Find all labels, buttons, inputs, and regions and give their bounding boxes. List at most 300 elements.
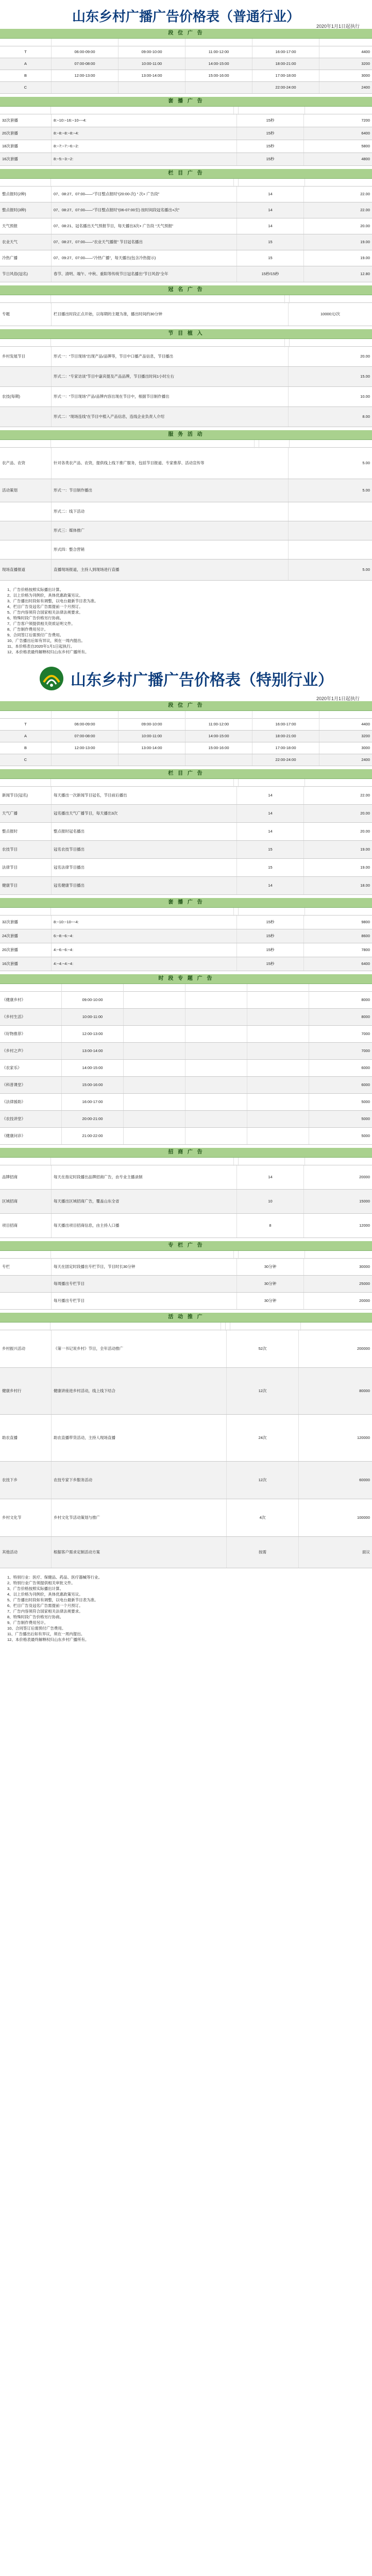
s5-cell: 乡村发展节目	[0, 347, 52, 366]
s3-header-cell: 栏目	[0, 179, 51, 187]
s6-cell	[289, 540, 372, 559]
t4-cell	[185, 1009, 247, 1025]
t4-cell	[247, 1077, 309, 1093]
s2-cell: 18次套播	[0, 140, 52, 152]
t4-cell	[124, 1128, 185, 1144]
s3-cell: 天气预报	[0, 218, 52, 234]
s2-section-title: 套 播 广 告	[0, 97, 372, 107]
s5-cell: 形式一：“节目现场”出现产品/品牌等，节目中口播产品信息，节目播出	[52, 347, 289, 366]
t7-cell: 100000	[357, 1515, 370, 1520]
doc2-note-item: 11、广告播出后如有异议，须在一周内提出。	[7, 1632, 85, 1636]
s1-header-cell: 时段	[52, 39, 119, 47]
t2-section-title: 栏 目 广 告	[0, 769, 372, 779]
t7-row	[0, 1330, 372, 1368]
doc2-header	[0, 656, 372, 695]
t3-cell: 6:~8:~6:~4:	[52, 929, 237, 943]
s4-header-cell: 播出形式	[51, 295, 285, 303]
s4-header-row	[0, 295, 372, 303]
s5-row	[0, 387, 372, 407]
s2-cell: 16次套播	[0, 153, 52, 165]
doc1-title: 山东乡村广播广告价格表（普通行业）	[72, 9, 300, 24]
t5-header-row	[0, 1158, 372, 1165]
doc1-note-item: 5、广告内容须符合国家相关法律法规要求。	[7, 610, 83, 615]
t6-row	[0, 1293, 372, 1310]
doc1-note-item: 10、广告播出后如有异议，须在一周内提出。	[7, 638, 85, 643]
s6-cell: 农产品、农资	[0, 448, 52, 479]
s6-row	[0, 479, 372, 502]
t2-cell: 冠名法律节目播出	[52, 859, 237, 876]
t4-row	[0, 1111, 372, 1128]
t4-cell: 7000	[361, 1031, 370, 1036]
s3-cell: 15秒/15秒	[237, 266, 304, 282]
s3-cell: 20.00	[360, 224, 370, 228]
t2-row	[0, 841, 372, 859]
t4-cell	[185, 1060, 247, 1076]
s6-row	[0, 502, 372, 521]
doc1-note-item: 3、广告播出时段如有调整，以电台最新节目表为准。	[7, 599, 98, 603]
t4-cell: 7000	[361, 1048, 370, 1053]
t5-cell: 8	[237, 1214, 304, 1238]
s5-header-row	[0, 339, 372, 347]
t5-cell: 品牌招商	[0, 1165, 52, 1189]
t7-header-cell: 项目	[0, 1323, 50, 1331]
t1-header-cell: 段位	[0, 711, 52, 719]
t6-cell: 30分钟	[237, 1259, 304, 1275]
t6-cell: 25000	[359, 1281, 370, 1286]
t4-header-cell: 广告形式	[185, 984, 247, 992]
s1-cell: 3200	[361, 61, 370, 66]
s1-row	[0, 58, 372, 70]
t2-header-cell: 价格(万元)	[329, 781, 348, 785]
t2-row	[0, 859, 372, 877]
s2-cell: 8:~7:~7:~6:~2:	[52, 140, 237, 152]
t7-cell: 乡村振兴活动	[0, 1330, 52, 1367]
t7-cell: 助农直播带货活动，主持人现场直播	[52, 1415, 227, 1461]
doc2-date: 2020年1月1日起执行	[316, 696, 360, 701]
t4-cell	[124, 1077, 185, 1093]
t2-cell: 19.00	[360, 865, 370, 870]
t7-row	[0, 1415, 372, 1462]
t7-header-cell	[221, 1323, 226, 1331]
s3-cell: 整点报时(3种)	[0, 202, 52, 218]
t1-cell: 13:00-14:00	[119, 742, 185, 754]
t7-header-cell: 价格(元/期)	[327, 1324, 346, 1329]
t3-cell: 8:~10:~10~~4:	[52, 916, 237, 929]
s6-row	[0, 540, 372, 560]
s2-cell: 15秒	[237, 140, 304, 152]
s6-cell: 直播现场报道，主持人到现场进行直播	[52, 560, 289, 580]
t4-cell	[124, 1026, 185, 1042]
t7-header-row	[0, 1323, 372, 1330]
s3-row	[0, 218, 372, 234]
s1-header-cell	[252, 39, 319, 47]
t6-row	[0, 1259, 372, 1276]
s2-header-cell: 播出时间段	[51, 107, 234, 115]
t7-section-title: 活 动 推 广	[0, 1313, 372, 1323]
t1-cell: 2400	[361, 757, 370, 762]
t4-header-cell: 价格(元/期)	[331, 986, 350, 990]
t1-cell: 18:00-21:00	[252, 731, 319, 742]
s1-cell: 12:00-13:00	[52, 70, 119, 81]
doc2-title: 山东乡村广播广告价格表（特别行业）	[71, 672, 333, 689]
t4-cell: 《好物推荐》	[0, 1026, 62, 1042]
t2-cell: 每天播出一次新闻节目冠名，节目前后播出	[52, 787, 237, 804]
t4-cell: 6000	[361, 1082, 370, 1087]
s5-cell	[0, 367, 52, 386]
doc2-note-item: 6、栏目广告及冠名广告需提前一个月预订。	[7, 1603, 83, 1608]
s6-cell	[0, 540, 52, 559]
s2-row	[0, 140, 372, 153]
t2-row	[0, 877, 372, 895]
t2-cell: 14	[237, 877, 304, 894]
t7-cell: 其他活动	[0, 1537, 52, 1568]
t6-cell: 30分钟	[237, 1293, 304, 1309]
t1-cell: 4400	[361, 722, 370, 726]
t4-cell	[185, 1128, 247, 1144]
s2-cell: 5800	[361, 144, 370, 148]
s3-cell: 14	[237, 202, 304, 218]
s1-header-row	[0, 39, 372, 46]
s3-cell: 12.80	[360, 272, 370, 276]
s3-cell: 07、08:21、冠名播出天气预报节目，每天播出3次+ 广告段 “天气预报”	[52, 218, 237, 234]
t4-cell: 《健康问诊》	[0, 1128, 62, 1144]
t4-cell: 5000	[361, 1099, 370, 1104]
s2-row	[0, 114, 372, 127]
t7-cell: 80000	[359, 1388, 370, 1393]
s5-cell: 15.00	[360, 374, 370, 379]
doc2-notes	[0, 1571, 372, 1643]
t7-cell: 120000	[357, 1435, 370, 1440]
s2-row	[0, 153, 372, 166]
doc2-note-item: 1、特别行业：医疗、保健品、药品、医疗器械等行业。	[7, 1575, 103, 1580]
t2-header-cell: 播出时间及频次	[51, 779, 234, 787]
t4-cell: 5000	[361, 1133, 370, 1138]
s2-header-cell	[234, 107, 239, 115]
t5-cell: 14	[237, 1165, 304, 1189]
doc1-note-item: 2、以上价格为刊例价，具体优惠政策另议。	[7, 593, 83, 598]
t4-row	[0, 1128, 372, 1145]
t6-header-cell: 播出时长	[239, 1251, 305, 1259]
s6-header-cell	[255, 440, 259, 448]
t1-row	[0, 754, 372, 766]
t2-header-row	[0, 779, 372, 787]
t6-cell: 20000	[359, 1298, 370, 1303]
s3-cell: 19.00	[360, 240, 370, 244]
t2-header-cell: 栏目	[0, 779, 51, 787]
s4-header-cell: 栏目	[0, 295, 51, 303]
s3-row	[0, 187, 372, 202]
t4-cell	[124, 1060, 185, 1076]
t7-cell: 乡村文化节活动策划与推广	[52, 1499, 227, 1536]
s1-cell: A	[0, 58, 52, 70]
t1-header-cell	[185, 711, 252, 719]
t2-cell: 冠名播出天气广播节目，每天播出3次	[52, 805, 237, 822]
t7-cell: 60000	[359, 1478, 370, 1482]
s1-row	[0, 70, 372, 82]
s4-section-title: 冠 名 广 告	[0, 285, 372, 295]
s2-cell: 8:~10:~16:~10~~4:	[52, 114, 237, 127]
t5-cell: 区域招商	[0, 1190, 52, 1213]
t4-cell: 10:00-11:00	[62, 1009, 124, 1025]
s3-header-cell	[234, 179, 239, 187]
t7-cell: 《第一书记说乡村》节目，全年活动推广	[52, 1330, 227, 1367]
t3-row	[0, 929, 372, 943]
s1-cell: 17:00-18:00	[252, 70, 319, 81]
s1-cell: 09:00-10:00	[119, 46, 185, 58]
t4-row	[0, 1026, 372, 1043]
s3-cell: 农业天气	[0, 234, 52, 250]
t5-section-title: 招 商 广 告	[0, 1148, 372, 1158]
s2-cell: 20次套播	[0, 127, 52, 140]
t7-header-cell: 期次	[230, 1323, 301, 1331]
s3-cell: 14	[237, 218, 304, 234]
t4-cell	[247, 1026, 309, 1042]
t3-cell: 15秒	[237, 943, 304, 957]
s1-cell: 13:00-14:00	[119, 70, 185, 81]
s6-row	[0, 560, 372, 581]
s5-cell: 20.00	[360, 354, 370, 359]
t2-cell: 19.00	[360, 847, 370, 852]
s1-header-cell	[185, 39, 252, 47]
s2-header-row	[0, 107, 372, 114]
t1-cell: 16:00-17:00	[252, 719, 319, 730]
t6-cell: 30000	[359, 1264, 370, 1269]
doc2-note-item: 12、本价格表最终解释权归山东乡村广播所有。	[7, 1637, 89, 1642]
radio-logo-icon	[39, 666, 64, 691]
s2-header-cell: 套播类型	[0, 107, 51, 115]
t1-cell: 10:00-11:00	[119, 731, 185, 742]
t3-cell: 16次套播	[0, 957, 52, 971]
s1-header-cell: 段位	[0, 39, 52, 47]
t5-row	[0, 1165, 372, 1190]
t6-header-cell	[234, 1251, 239, 1259]
s6-section-title: 服 务 活 动	[0, 430, 372, 440]
t5-row	[0, 1190, 372, 1214]
t4-cell	[124, 1094, 185, 1110]
t4-cell: 5000	[361, 1116, 370, 1121]
s1-cell: 16:00-17:00	[252, 46, 319, 58]
t4-row	[0, 1094, 372, 1111]
t7-cell: 农技专家下乡服务活动	[52, 1462, 227, 1499]
t2-cell: 天气广播	[0, 805, 52, 822]
s6-header-cell	[259, 440, 290, 448]
t5-cell: 每天在指定时段播出品牌招商广告，由专业主播录制	[52, 1165, 237, 1189]
doc1-note-item: 11、本价格表自2020年1月1日起执行。	[7, 644, 75, 649]
s6-cell: 针对各类农产品、农资，提供线上线下推广服务，包括节目报道、专家推荐、活动宣传等	[52, 448, 289, 479]
s1-cell: 11:00-12:00	[185, 46, 252, 58]
t4-cell: 《乡村之声》	[0, 1043, 62, 1059]
t5-cell: 项目招商	[0, 1214, 52, 1238]
t2-cell: 冠名健康节目播出	[52, 877, 237, 894]
s4-header-cell: 价格(元/天)	[321, 297, 341, 301]
s1-row	[0, 82, 372, 94]
t4-header-cell: 节目名称	[0, 984, 62, 992]
t1-cell	[52, 754, 119, 766]
s1-cell: T	[0, 46, 52, 58]
s5-cell: 农技(每期)	[0, 387, 52, 406]
t1-cell: 07:00-08:00	[52, 731, 119, 742]
t7-cell: 农技下乡	[0, 1462, 52, 1499]
s5-cell	[0, 407, 52, 427]
doc1-note-item: 6、特殊时段广告价格另行协商。	[7, 616, 64, 620]
t2-cell: 整点报时	[0, 823, 52, 840]
t5-header-cell	[234, 1158, 239, 1166]
t4-cell	[124, 992, 185, 1008]
t7-row	[0, 1462, 372, 1499]
t4-row	[0, 1077, 372, 1094]
t3-cell: 32次套播	[0, 916, 52, 929]
t2-cell: 22.00	[360, 793, 370, 798]
t2-cell: 整点报时冠名播出	[52, 823, 237, 840]
doc1-tables	[0, 29, 372, 584]
s4-cell: 栏目播出时段正点开始，以每期的主题为准，播出时间约30分钟	[52, 303, 289, 326]
t2-cell: 15	[237, 859, 304, 876]
s4-row	[0, 303, 372, 326]
t2-cell: 健康节目	[0, 877, 52, 894]
t4-cell: 《法律援助》	[0, 1094, 62, 1110]
t3-header-cell: 播出时长	[239, 908, 305, 916]
t4-cell	[247, 1060, 309, 1076]
s1-cell: 3000	[361, 73, 370, 78]
s3-cell: 整点报时(2种)	[0, 187, 52, 202]
t4-cell: 14:00-15:00	[62, 1060, 124, 1076]
t1-cell: 12:00-13:00	[52, 742, 119, 754]
t4-cell	[124, 1043, 185, 1059]
t1-header-cell	[252, 711, 319, 719]
s3-row	[0, 250, 372, 266]
doc1-note-item: 9、合同签订后需预付广告费用。	[7, 633, 64, 637]
s1-cell: C	[0, 82, 52, 93]
t7-row	[0, 1368, 372, 1415]
t4-cell	[247, 1111, 309, 1127]
t4-cell	[247, 1094, 309, 1110]
t3-row	[0, 957, 372, 971]
s6-row	[0, 448, 372, 479]
t7-cell: 助农直播	[0, 1415, 52, 1461]
t3-header-cell: 套播类型	[0, 908, 51, 916]
t3-row	[0, 916, 372, 929]
s6-cell	[289, 521, 372, 540]
t3-section-title: 套 播 广 告	[0, 898, 372, 908]
s5-section-title: 节 目 植 入	[0, 329, 372, 339]
t5-cell: 每天播出区域招商广告，覆盖山东全省	[52, 1190, 237, 1213]
t6-cell: 每天在固定时段播出专栏节目，节目时长30分钟	[52, 1259, 237, 1275]
t5-header-cell: 价格(元/月)	[329, 1159, 348, 1164]
s3-cell: 07、08:27、07:00——“节目整点报时”(20:00-次) “ 次+ 广告段”	[52, 187, 237, 202]
s3-cell: 22.00	[360, 208, 370, 212]
s3-cell: 14	[237, 187, 304, 202]
t4-cell: 《健康乡村》	[0, 992, 62, 1008]
t7-cell: 24次	[227, 1415, 299, 1461]
s6-row	[0, 521, 372, 540]
t7-header-cell	[226, 1323, 230, 1331]
t6-cell: 每周播出专栏节目	[52, 1276, 237, 1292]
t4-row	[0, 992, 372, 1009]
doc1-note-item: 7、广告客户须提供相关资质证明文件。	[7, 621, 75, 626]
t1-cell: A	[0, 731, 52, 742]
s1-cell: 18:00-21:00	[252, 58, 319, 70]
t1-cell: 3000	[361, 745, 370, 750]
t2-row	[0, 787, 372, 805]
s2-cell: 15秒	[237, 153, 304, 165]
t2-row	[0, 823, 372, 841]
t2-cell: 20.00	[360, 811, 370, 816]
t4-row	[0, 1043, 372, 1060]
s5-row	[0, 347, 372, 367]
s1-cell: 4400	[361, 49, 370, 54]
t7-cell: 健康讲座进乡村活动，线上线下结合	[52, 1368, 227, 1414]
s3-section-title: 栏 目 广 告	[0, 169, 372, 179]
t3-header-row	[0, 908, 372, 916]
s6-cell: 现场直播报道	[0, 560, 52, 580]
t1-row	[0, 742, 372, 754]
s2-cell: 7200	[361, 118, 370, 123]
s3-cell: 春节、清明、端午、中秋、重阳等传统节日冠名播出“节日风俗”全年	[52, 266, 237, 282]
s6-header-cell: 项目	[0, 440, 51, 448]
t2-cell: 14	[237, 805, 304, 822]
s6-cell	[289, 502, 372, 521]
t4-cell: 《农技讲堂》	[0, 1111, 62, 1127]
t7-cell: 乡村文化节	[0, 1499, 52, 1536]
t2-row	[0, 805, 372, 823]
s6-cell: 5.00	[362, 567, 370, 572]
t7-cell: 12次	[227, 1368, 299, 1414]
s3-header-cell: 单价(万元/年)	[327, 180, 350, 185]
t3-cell: 15秒	[237, 957, 304, 971]
t1-cell: 3200	[361, 734, 370, 738]
t4-cell: 16:00-17:00	[62, 1094, 124, 1110]
t7-cell: 200000	[357, 1346, 370, 1351]
s5-cell: 形式一：“节目现场”产品/品牌内容出现在节目中，根据节目制作播出	[52, 387, 289, 406]
t5-header-cell: 项目	[0, 1158, 51, 1166]
t4-cell	[247, 1128, 309, 1144]
s1-cell: 10:00-11:00	[119, 58, 185, 70]
t2-header-cell: 广告时长	[239, 779, 305, 787]
t4-cell: 6000	[361, 1065, 370, 1070]
s2-cell: 4800	[361, 157, 370, 161]
t4-cell	[185, 1094, 247, 1110]
s6-cell: 形式四：整合营销	[52, 540, 289, 559]
s2-cell: 15秒	[237, 127, 304, 140]
t4-cell: 12:00-13:00	[62, 1026, 124, 1042]
t6-header-row	[0, 1251, 372, 1259]
t5-cell: 12000	[359, 1223, 370, 1228]
t6-cell: 30分钟	[237, 1276, 304, 1292]
s3-header-cell: 播出时间及频次	[51, 179, 234, 187]
t4-header-cell: 刊例价	[247, 984, 309, 992]
t4-cell: 09:00-10:00	[62, 992, 124, 1008]
t3-cell: 9800	[361, 920, 370, 924]
t6-section-title: 专 栏 广 告	[0, 1241, 372, 1251]
t1-cell: 11:00-12:00	[185, 719, 252, 730]
t1-section-title: 段 位 广 告	[0, 701, 372, 711]
t7-cell: 4次	[227, 1499, 299, 1536]
s6-cell: 5.00	[362, 488, 370, 493]
t2-cell: 新闻节目(冠名)	[0, 787, 52, 804]
t6-header-cell: 价格(元/月)	[329, 1252, 348, 1257]
s1-cell	[119, 82, 185, 93]
t2-cell: 14	[237, 823, 304, 840]
t4-cell	[185, 1077, 247, 1093]
s3-cell: 节日风俗(冠名)	[0, 266, 52, 282]
t4-header-row	[0, 984, 372, 992]
t4-cell: 21:00-22:00	[62, 1128, 124, 1144]
t1-cell: 09:00-10:00	[119, 719, 185, 730]
t2-cell: 20.00	[360, 829, 370, 834]
t5-row	[0, 1214, 372, 1238]
t6-header-cell: 节目	[0, 1251, 51, 1259]
s3-cell: 15	[237, 250, 304, 266]
